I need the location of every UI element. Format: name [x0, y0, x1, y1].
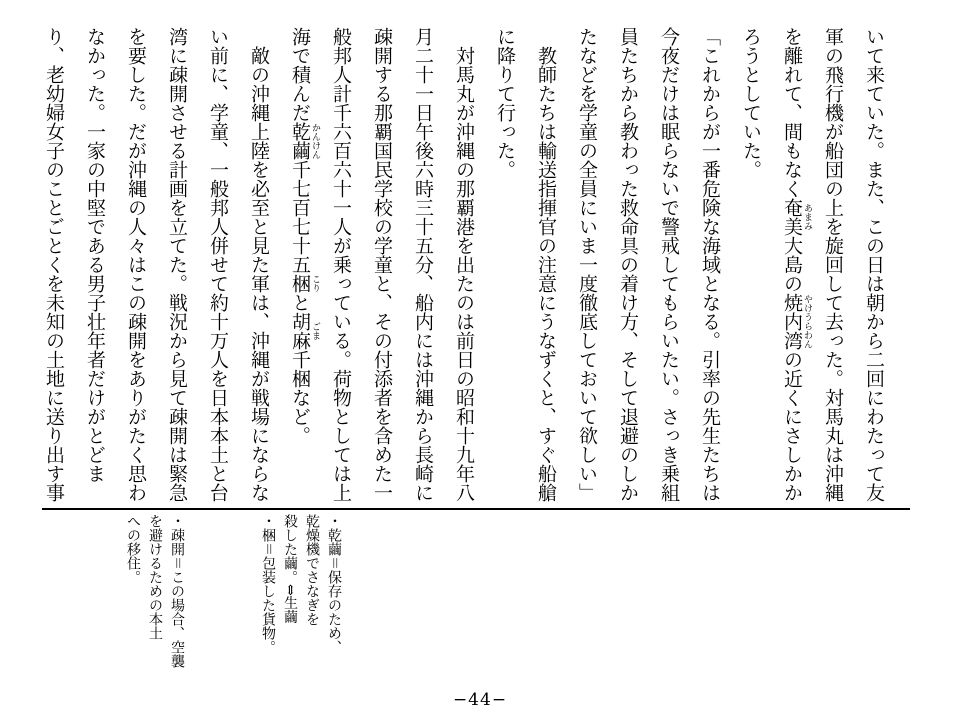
footnote-line: ・疎開＝この場合、空襲	[169, 514, 185, 668]
main-text	[22, 27, 894, 503]
ruby-annotated-text: 乾繭 かんけん	[289, 122, 320, 160]
ruby-reading: ごま	[310, 312, 320, 350]
page-number: −44−	[452, 690, 508, 710]
paragraph: 対馬丸が沖縄の那覇港を出たのは前日の昭和十九年八月二十一日午後六時三十五分、船内には沖縄から長崎に疎開する那覇国民学校の学童と、その付添者を含めた一般邦人計千六百六十一人が乗っている。荷物としては上海で積んだ乾繭 かんけん千七百七十五梱 こりと胡麻 ごま千梱など。	[289, 27, 475, 502]
paragraph: 「これからが一番危険な海域となる。引率の先生たちは今夜だけは眠らないで警戒してもらいたい。さっき乗組員たちから教わった救命具の着け方、そして退避のしかたなどを学童の全員にいま一度徹底しておいて欲しい」	[576, 27, 721, 502]
paragraph: 教師たちは輸送指揮官の注意にうなずくと、すぐ船艙に降りて行った。	[494, 27, 557, 502]
paragraph: 敵の沖縄上陸を必至と見た軍は、沖縄が戦場にならない前に、学童、一般邦人併せて約十万人を日本本土と台湾に疎開させる計画を立てた。戦況から見て疎開は緊急を要した。だが沖縄の人々はこの疎開をありがたく思わなかった。一家の中堅である男子壮年者だけがとどまり、老幼婦女子のことごとくを未知の土地に送り出す事	[43, 27, 270, 502]
ruby-reading: やけうらわん	[802, 293, 812, 350]
ruby-reading: こり	[310, 274, 320, 293]
ruby-reading: かんけん	[310, 122, 320, 160]
footnotes-group-kanken	[257, 514, 345, 694]
footnotes-group-sokai	[122, 514, 188, 694]
footnote-line: 殺した繭。⇔生繭	[282, 514, 298, 624]
ruby-annotated-text: 焼内湾 やけうらわん	[781, 293, 812, 350]
ruby-annotated-text: 胡麻 ごま	[289, 312, 320, 350]
footnote-line: ・梱＝包装した貨物。	[260, 514, 276, 654]
footnote-line: への移住。	[125, 514, 141, 584]
footnote-line: 乾燥機でさなぎを	[304, 514, 320, 626]
footnote-separator-line	[42, 508, 910, 510]
ruby-annotated-text: 梱 こり	[289, 274, 320, 293]
footnote-line: を避けるための本土	[147, 514, 163, 640]
paragraph: いて来ていた。また、この日は朝から二回にわたって友軍の飛行機が船団の上を旋回して去った。対馬丸は沖縄を離れて、間もなく奄美 あまみ大島の焼内湾 やけうらわんの近くにさしかかろうとしていた。	[740, 27, 885, 502]
ruby-reading: あまみ	[802, 198, 812, 236]
ruby-annotated-text: 奄美 あまみ	[781, 198, 812, 236]
footnote-line: ・乾繭＝保存のため、	[326, 514, 342, 654]
